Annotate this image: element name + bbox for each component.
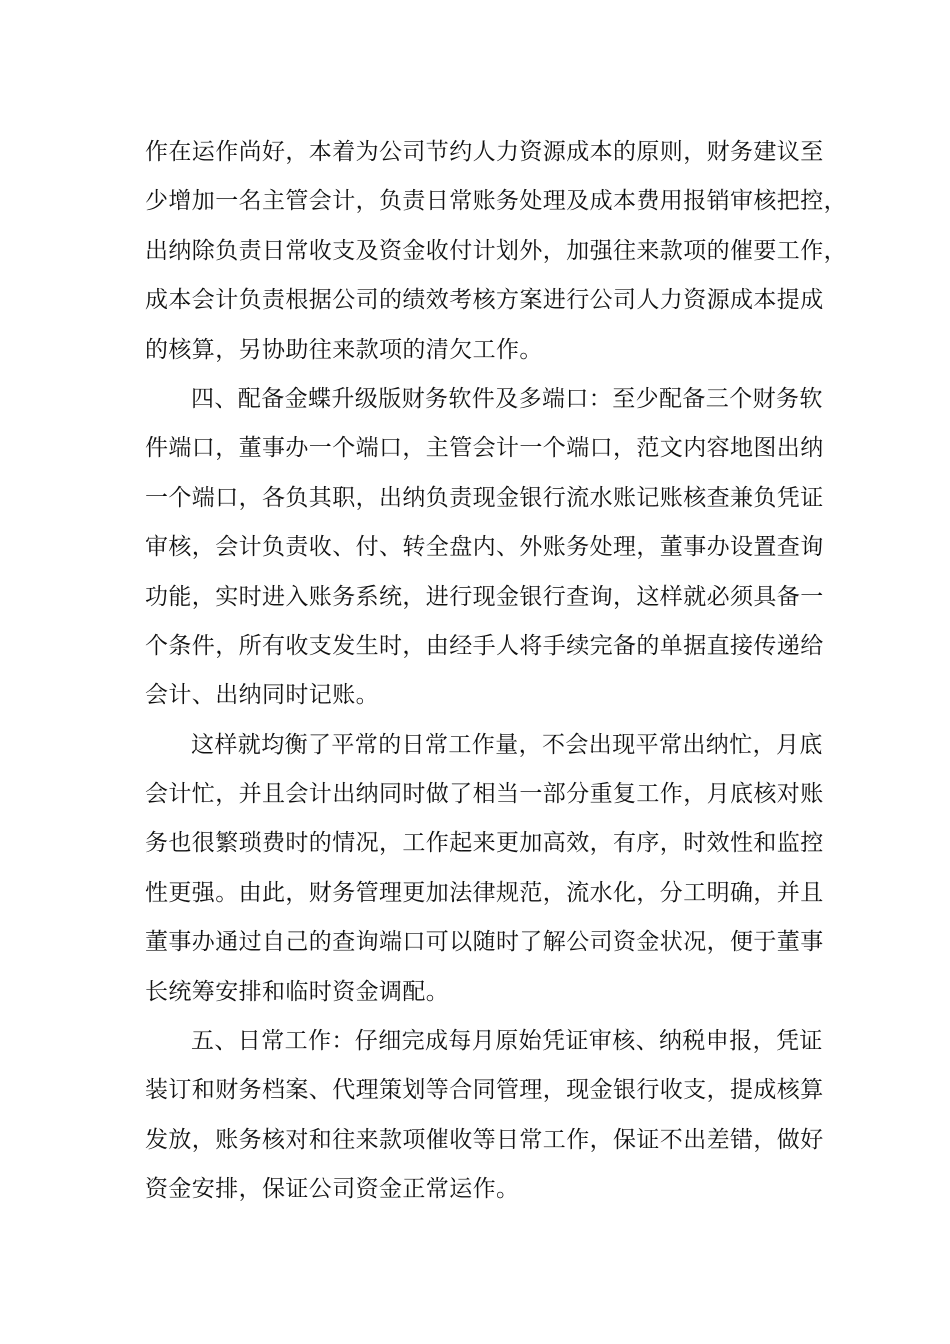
paragraph-line: 会计忙，并且会计出纳同时做了相当一部分重复工作，月底核对账 xyxy=(145,781,824,808)
paragraph-first-line: 四、配备金蝶升级版财务软件及多端口：至少配备三个财务软 xyxy=(191,385,823,412)
document-body xyxy=(145,128,847,1215)
paragraph-line: 成本会计负责根据公司的绩效考核方案进行公司人力资源成本提成 xyxy=(145,287,824,314)
paragraph-first-line: 这样就均衡了平常的日常工作量，不会出现平常出纳忙，月底 xyxy=(191,731,823,758)
paragraph-line: 务也很繁琐费时的情况，工作起来更加高效，有序，时效性和监控 xyxy=(145,830,824,857)
paragraph-line: 的核算，另协助往来款项的清欠工作。 xyxy=(145,336,543,363)
paragraph-line: 件端口，董事办一个端口，主管会计一个端口，范文内容地图出纳 xyxy=(145,435,824,462)
paragraph-line: 出纳除负责日常收支及资金收付计划外，加强往来款项的催要工作， xyxy=(145,237,847,264)
paragraph-line: 资金安排，保证公司资金正常运作。 xyxy=(145,1176,520,1203)
paragraph-line: 装订和财务档案、代理策划等合同管理，现金银行收支，提成核算 xyxy=(145,1077,824,1104)
paragraph-line: 长统筹安排和临时资金调配。 xyxy=(145,978,450,1005)
paragraph-line: 一个端口，各负其职，出纳负责现金银行流水账记账核查兼负凭证 xyxy=(145,484,824,511)
paragraph-line: 董事办通过自己的查询端口可以随时了解公司资金状况，便于董事 xyxy=(145,929,824,956)
paragraph-line: 少增加一名主管会计，负责日常账务处理及成本费用报销审核把控， xyxy=(145,188,847,215)
paragraph-line: 性更强。由此，财务管理更加法律规范，流水化，分工明确，并且 xyxy=(145,879,824,906)
paragraph-line: 发放，账务核对和往来款项催收等日常工作，保证不出差错，做好 xyxy=(145,1126,824,1153)
paragraph-line: 功能，实时进入账务系统，进行现金银行查询，这样就必须具备一 xyxy=(145,583,824,610)
paragraph-line: 审核，会计负责收、付、转全盘内、外账务处理，董事办设置查询 xyxy=(145,534,824,561)
paragraph-first-line: 五、日常工作：仔细完成每月原始凭证审核、纳税申报，凭证 xyxy=(191,1028,823,1055)
paragraph-line: 个条件，所有收支发生时，由经手人将手续完备的单据直接传递给 xyxy=(145,632,824,659)
paragraph-line: 会计、出纳同时记账。 xyxy=(145,682,379,709)
paragraph-line: 作在运作尚好，本着为公司节约人力资源成本的原则，财务建议至 xyxy=(145,139,824,165)
